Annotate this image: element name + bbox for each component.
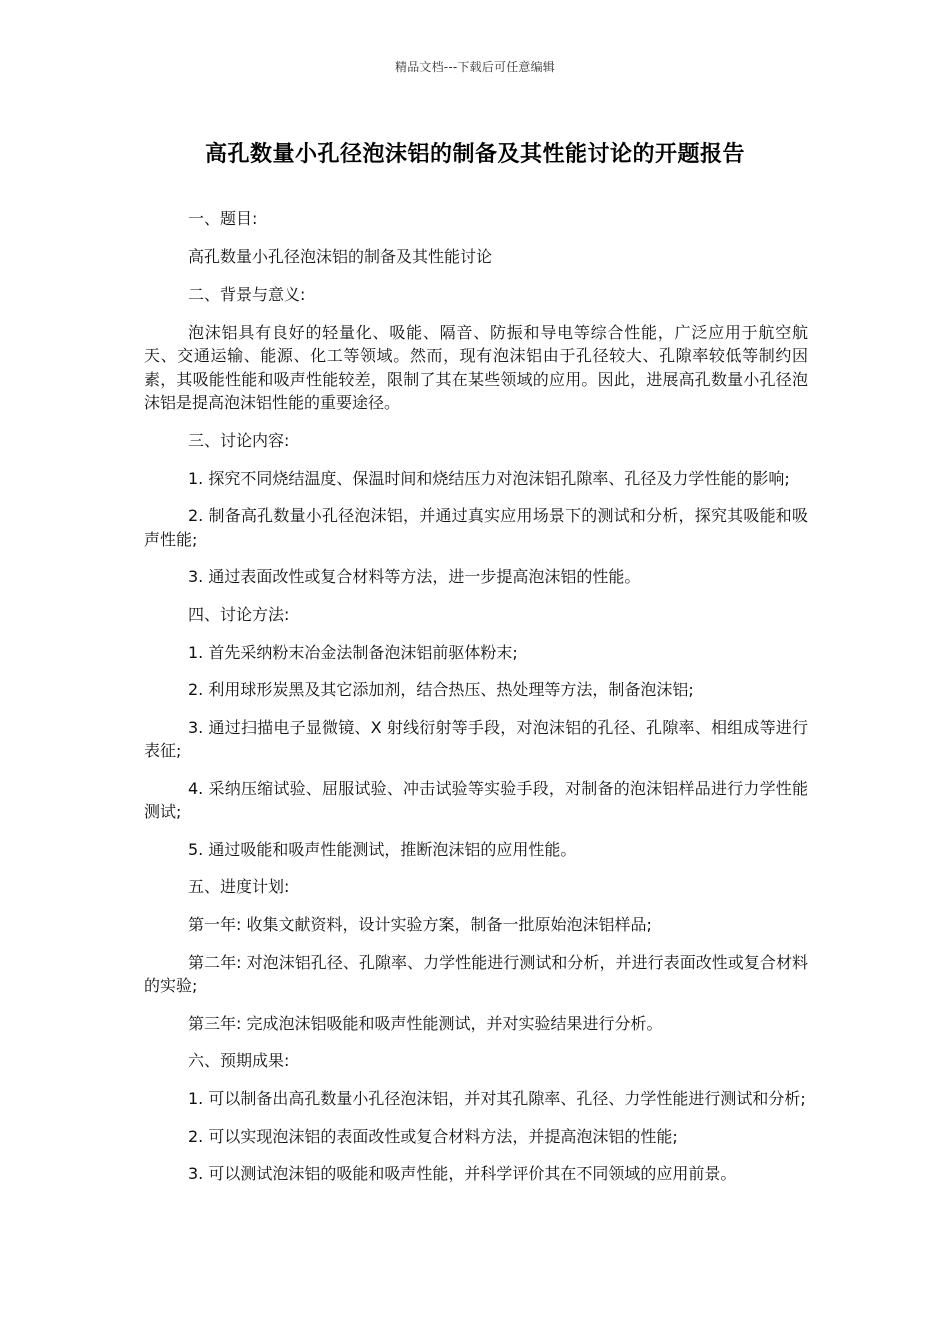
list-item-schedule-year1: 第一年: 收集文献资料，设计实验方案，制备一批原始泡沫铝样品; [188,915,652,934]
list-item-content-1: 1. 探究不同烧结温度、保温时间和烧结压力对泡沫铝孔隙率、孔径及力学性能的影响; [188,468,790,488]
section-heading-background: 二、背景与意义: [188,284,306,304]
list-item-method-3: 3. 通过扫描电子显微镜、X 射线衍射等手段，对泡沫铝的孔径、孔隙率、相组成等进行表征; [144,717,808,760]
list-item-content-3: 3. 通过表面改性或复合材料等方法，进一步提高泡沫铝的性能。 [188,567,641,586]
section-heading-methods: 四、讨论方法: [188,604,290,624]
list-item-method-2: 2. 利用球形炭黑及其它添加剂，结合热压、热处理等方法，制备泡沫铝; [188,680,694,699]
section-heading-content: 三、讨论内容: [188,430,290,450]
list-item-method-1: 1. 首先采纳粉末冶金法制备泡沫铝前驱体粉末; [188,642,518,662]
list-item-schedule-year3: 第三年: 完成泡沫铝吸能和吸声性能测试，并对实验结果进行分析。 [188,1013,663,1033]
list-item-outcome-2: 2. 可以实现泡沫铝的表面改性或复合材料方法，并提高泡沫铝的性能; [188,1126,678,1146]
list-item-method-4: 4. 采纳压缩试验、屈服试验、冲击试验等实验手段，对制备的泡沫铝样品进行力学性能测试; [144,778,808,821]
paragraph-background-text: 泡沫铝具有良好的轻量化、吸能、隔音、防振和导电等综合性能，广泛应用于航空航天、交通运输、能源、化工等领域。然而，现有泡沫铝由于孔径较大、孔隙率较低等制约因素，其吸能性能和吸声性能较差，限制了其在某些领域的应用。因此，进展高孔数量小孔径泡沫铝是提高泡沫铝性能的重要途径。 [144,322,808,412]
paragraph-topic-text: 高孔数量小孔径泡沫铝的制备及其性能讨论 [188,247,493,266]
section-heading-topic: 一、题目: [188,209,258,228]
list-item-method-5: 5. 通过吸能和吸声性能测试，推断泡沫铝的应用性能。 [188,839,577,859]
list-item-outcome-1: 1. 可以制备出高孔数量小孔径泡沫铝，并对其孔隙率、孔径、力学性能进行测试和分析; [188,1089,806,1108]
header-note: 精品文档---下载后可任意编辑 [395,60,555,74]
section-heading-outcomes: 六、预期成果: [188,1051,290,1070]
document-title: 高孔数量小孔径泡沫铝的制备及其性能讨论的开题报告 [204,142,745,167]
list-item-outcome-3: 3. 可以测试泡沫铝的吸能和吸声性能，并科学评价其在不同领域的应用前景。 [188,1164,737,1183]
document-body [144,207,808,1200]
section-heading-schedule: 五、进度计划: [188,877,290,896]
list-item-content-2: 2. 制备高孔数量小孔径泡沫铝，并通过真实应用场景下的测试和分析，探究其吸能和吸声性能; [144,506,808,549]
list-item-schedule-year2: 第二年: 对泡沫铝孔径、孔隙率、力学性能进行测试和分析，并进行表面改性或复合材料的实验; [144,952,808,995]
